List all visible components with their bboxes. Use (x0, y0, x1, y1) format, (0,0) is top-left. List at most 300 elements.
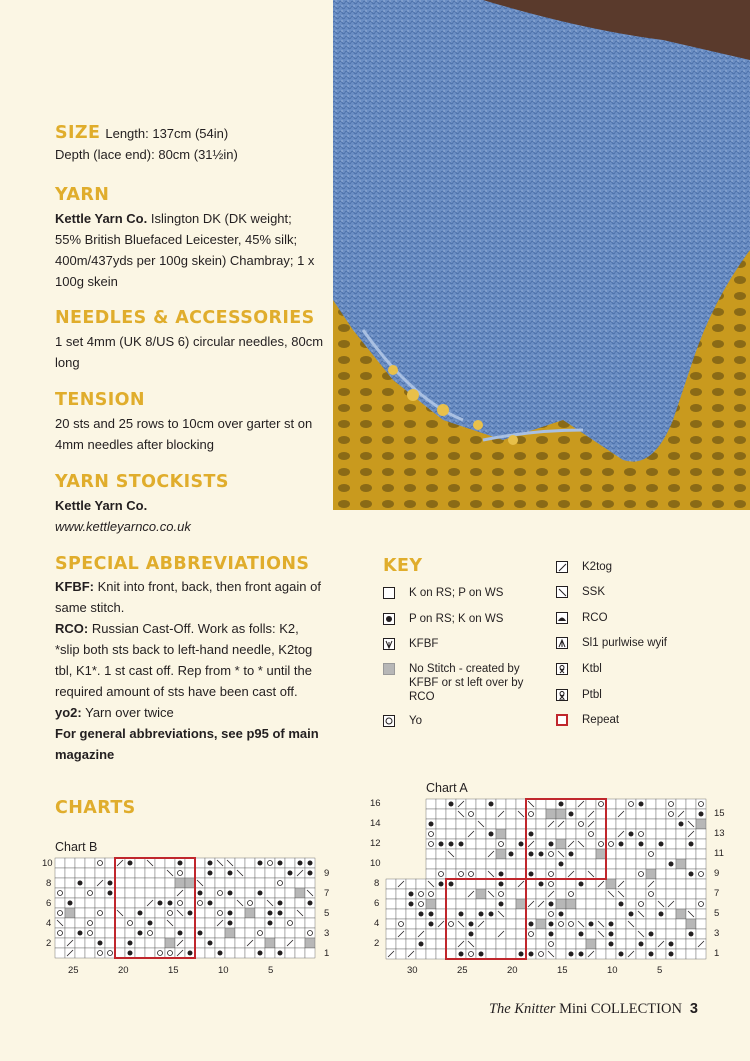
chart-cell (606, 819, 616, 829)
chart-cell (165, 938, 175, 948)
chart-cell (546, 799, 556, 809)
chart-cell (436, 909, 446, 919)
chart-cell (516, 819, 526, 829)
chart-symbol (459, 912, 464, 917)
chart-cell (416, 949, 426, 959)
chart-cell (616, 939, 626, 949)
chart-cell (125, 928, 135, 938)
chart-cell (606, 799, 616, 809)
chart-cell (606, 839, 616, 849)
chart-cell (245, 868, 255, 878)
chart-cell (75, 868, 85, 878)
chart-cell (416, 869, 426, 879)
chart-b-column-number: 10 (218, 965, 229, 976)
chart-symbol (198, 891, 203, 896)
chart-cell (466, 879, 476, 889)
chart-symbol (689, 932, 694, 937)
chart-cell (406, 879, 416, 889)
chart-cell (616, 819, 626, 829)
chart-cell (115, 948, 125, 958)
chart-cell (536, 889, 546, 899)
chart-cell (476, 829, 486, 839)
chart-a-row-number: 16 (370, 798, 381, 809)
chart-cell (396, 819, 406, 829)
chart-symbol (549, 932, 554, 937)
chart-cell (506, 889, 516, 899)
chart-cell (506, 899, 516, 909)
chart-cell (476, 899, 486, 909)
chart-cell (636, 809, 646, 819)
chart-symbol (419, 942, 424, 947)
chart-cell (406, 839, 416, 849)
chart-cell (616, 849, 626, 859)
rco-definition: Russian Cast-Off. Work as folls: K2, *slip both sts back to left-hand needle, K2tog tbl, K1*. 1 st cast off. Rep from * to * until the required amount of sts have been cast off. (55, 621, 313, 699)
chart-symbol (288, 871, 293, 876)
chart-cell (536, 839, 546, 849)
chart-cell (205, 918, 215, 928)
chart-cell (416, 899, 426, 909)
chart-cell (285, 858, 295, 868)
chart-cell (666, 839, 676, 849)
chart-symbol (429, 912, 434, 917)
chart-symbol (308, 901, 313, 906)
chart-cell (576, 859, 586, 869)
chart-cell (55, 938, 65, 948)
chart-a-row-number: 9 (714, 868, 720, 879)
yarn-section (55, 185, 317, 292)
shawl-photo (333, 0, 750, 510)
chart-cell (676, 879, 686, 889)
chart-cell (496, 829, 506, 839)
chart-cell (506, 829, 516, 839)
chart-cell (566, 889, 576, 899)
chart-a-row-number: 3 (714, 928, 720, 939)
chart-cell (195, 898, 205, 908)
chart-symbol (228, 871, 233, 876)
chart-cell (95, 858, 105, 868)
chart-cell (566, 939, 576, 949)
chart-symbol (479, 952, 484, 957)
chart-cell (476, 879, 486, 889)
chart-cell (586, 909, 596, 919)
chart-cell (656, 869, 666, 879)
chart-cell (386, 809, 396, 819)
chart-cell (516, 849, 526, 859)
chart-cell (506, 909, 516, 919)
chart-cell (446, 829, 456, 839)
chart-cell (636, 869, 646, 879)
chart-cell (626, 799, 636, 809)
chart-cell (546, 809, 556, 819)
chart-cell (456, 819, 466, 829)
shawl-image (333, 0, 750, 510)
chart-symbol (489, 912, 494, 917)
chart-cell (55, 888, 65, 898)
chart-cell (646, 819, 656, 829)
needles-text: 1 set 4mm (UK 8/US 6) circular needles, 80cm long (55, 334, 324, 370)
chart-cell (596, 809, 606, 819)
chart-cell (686, 939, 696, 949)
chart-cell (105, 908, 115, 918)
chart-symbol (499, 882, 504, 887)
chart-cell (516, 899, 526, 909)
chart-symbol (669, 862, 674, 867)
chart-cell (486, 939, 496, 949)
chart-cell (305, 908, 315, 918)
chart-cell (255, 908, 265, 918)
chart-a-row-number: 1 (714, 948, 720, 959)
chart-cell (426, 949, 436, 959)
chart-cell (85, 928, 95, 938)
chart-cell (95, 928, 105, 938)
chart-cell (215, 888, 225, 898)
chart-symbol (569, 952, 574, 957)
chart-cell (436, 939, 446, 949)
chart-cell (426, 899, 436, 909)
chart-cell (255, 928, 265, 938)
chart-cell (265, 868, 275, 878)
chart-cell (65, 908, 75, 918)
chart-cell (386, 849, 396, 859)
chart-cell (696, 839, 706, 849)
chart-cell (586, 829, 596, 839)
chart-cell (386, 799, 396, 809)
chart-cell (135, 888, 145, 898)
chart-symbol (649, 952, 654, 957)
chart-cell (295, 918, 305, 928)
chart-cell (155, 888, 165, 898)
chart-cell (646, 919, 656, 929)
chart-cell (596, 799, 606, 809)
chart-symbol (469, 922, 474, 927)
chart-cell (496, 889, 506, 899)
chart-cell (476, 859, 486, 869)
chart-cell (285, 918, 295, 928)
chart-cell (606, 909, 616, 919)
chart-cell (556, 889, 566, 899)
chart-cell (576, 939, 586, 949)
chart-symbol (459, 952, 464, 957)
chart-cell (205, 878, 215, 888)
chart-cell (646, 799, 656, 809)
chart-cell (596, 909, 606, 919)
chart-cell (446, 929, 456, 939)
chart-symbol (198, 931, 203, 936)
chart-symbol (439, 882, 444, 887)
chart-cell (466, 849, 476, 859)
chart-cell (586, 899, 596, 909)
chart-cell (556, 809, 566, 819)
chart-symbol (278, 901, 283, 906)
chart-cell (446, 869, 456, 879)
chart-cell (696, 799, 706, 809)
stockist-name: Kettle Yarn Co. (55, 498, 148, 513)
chart-cell (596, 889, 606, 899)
chart-a-row-number: 7 (714, 888, 720, 899)
chart-cell (295, 898, 305, 908)
chart-cell (195, 938, 205, 948)
chart-cell (516, 939, 526, 949)
chart-a-column-number: 20 (507, 965, 518, 976)
chart-cell (155, 858, 165, 868)
chart-a-title: Chart A (426, 781, 468, 795)
chart-cell (686, 879, 696, 889)
chart-symbol (659, 842, 664, 847)
chart-cell (686, 809, 696, 819)
chart-cell (145, 948, 155, 958)
chart-cell (245, 908, 255, 918)
chart-cell (556, 929, 566, 939)
abbreviations-section (55, 554, 325, 765)
magazine-name: The Knitter (488, 1001, 556, 1017)
chart-cell (476, 869, 486, 879)
chart-cell (175, 898, 185, 908)
chart-cell (476, 939, 486, 949)
chart-cell (396, 859, 406, 869)
size-section (55, 123, 317, 165)
chart-cell (95, 918, 105, 928)
chart-cell (626, 879, 636, 889)
chart-cell (546, 879, 556, 889)
chart-cell (85, 868, 95, 878)
chart-cell (135, 868, 145, 878)
chart-cell (456, 869, 466, 879)
chart-cell (646, 889, 656, 899)
tension-heading: TENSION (55, 390, 145, 410)
chart-cell (626, 809, 636, 819)
chart-cell (466, 859, 476, 869)
chart-cell (75, 918, 85, 928)
chart-cell (165, 928, 175, 938)
chart-cell (436, 809, 446, 819)
chart-cell (215, 878, 225, 888)
chart-cell (135, 948, 145, 958)
chart-cell (586, 939, 596, 949)
chart-cell (416, 879, 426, 889)
chart-cell (656, 849, 666, 859)
chart-cell (275, 888, 285, 898)
chart-cell (476, 889, 486, 899)
chart-cell (396, 939, 406, 949)
chart-symbol (579, 882, 584, 887)
chart-a-row-number: 12 (370, 838, 381, 849)
chart-cell (386, 929, 396, 939)
chart-symbol (629, 912, 634, 917)
chart-symbol (659, 912, 664, 917)
chart-symbol (649, 932, 654, 937)
chart-cell (696, 849, 706, 859)
general-abbreviations-note: For general abbreviations, see p95 of main magazine (55, 726, 319, 762)
chart-cell (285, 878, 295, 888)
chart-symbol (228, 891, 233, 896)
chart-cell (656, 859, 666, 869)
chart-cell (586, 879, 596, 889)
chart-cell (676, 949, 686, 959)
chart-cell (596, 849, 606, 859)
chart-cell (155, 908, 165, 918)
page-number: 3 (689, 1001, 698, 1017)
chart-cell (546, 909, 556, 919)
chart-cell (105, 928, 115, 938)
chart-cell (466, 819, 476, 829)
chart-cell (265, 928, 275, 938)
chart-cell (566, 919, 576, 929)
chart-cell (245, 918, 255, 928)
chart-symbol (629, 832, 634, 837)
yo2-definition: Yarn over twice (85, 705, 174, 720)
chart-cell (536, 919, 546, 929)
chart-symbol (579, 932, 584, 937)
chart-cell (285, 928, 295, 938)
chart-cell (686, 859, 696, 869)
chart-cell (446, 919, 456, 929)
slip-icon (556, 637, 568, 649)
chart-cell (506, 929, 516, 939)
chart-cell (486, 879, 496, 889)
chart-cell (566, 929, 576, 939)
stockist-url[interactable]: www.kettleyarnco.co.uk (55, 519, 191, 534)
chart-cell (626, 929, 636, 939)
chart-cell (506, 819, 516, 829)
chart-cell (596, 859, 606, 869)
chart-cell (526, 939, 536, 949)
chart-cell (245, 898, 255, 908)
chart-a-grid (386, 799, 709, 959)
chart-cell (686, 919, 696, 929)
chart-symbol (278, 861, 283, 866)
chart-cell (586, 859, 596, 869)
chart-cell (386, 859, 396, 869)
chart-b-row-number: 10 (42, 858, 53, 869)
chart-symbol (579, 952, 584, 957)
chart-cell (95, 868, 105, 878)
chart-cell (686, 949, 696, 959)
chart-cell (546, 849, 556, 859)
chart-cell (656, 879, 666, 889)
chart-cell (536, 869, 546, 879)
chart-cell (105, 868, 115, 878)
chart-cell (125, 868, 135, 878)
chart-symbol (569, 852, 574, 857)
chart-cell (155, 918, 165, 928)
chart-cell (626, 899, 636, 909)
chart-symbol (689, 842, 694, 847)
chart-symbol (549, 922, 554, 927)
chart-symbol (188, 911, 193, 916)
chart-cell (426, 859, 436, 869)
chart-cell (676, 829, 686, 839)
chart-symbol (148, 921, 153, 926)
chart-cell (526, 859, 536, 869)
chart-cell (265, 938, 275, 948)
chart-cell (185, 888, 195, 898)
chart-cell (696, 929, 706, 939)
chart-cell (526, 819, 536, 829)
chart-cell (446, 909, 456, 919)
chart-cell (426, 799, 436, 809)
chart-cell (65, 868, 75, 878)
chart-cell (666, 829, 676, 839)
chart-cell (235, 918, 245, 928)
chart-symbol (409, 892, 414, 897)
chart-cell (85, 878, 95, 888)
chart-cell (606, 809, 616, 819)
chart-cell (656, 809, 666, 819)
chart-cell (406, 829, 416, 839)
chart-cell (255, 938, 265, 948)
chart-cell (85, 858, 95, 868)
chart-cell (686, 889, 696, 899)
chart-cell (496, 859, 506, 869)
rco-icon (556, 612, 568, 624)
chart-cell (275, 938, 285, 948)
chart-symbol (188, 951, 193, 956)
chart-a-row-number: 8 (374, 878, 380, 889)
chart-cell (596, 819, 606, 829)
chart-symbol (529, 832, 534, 837)
chart-cell (75, 938, 85, 948)
chart-cell (416, 849, 426, 859)
chart-cell (496, 799, 506, 809)
chart-cell (235, 928, 245, 938)
chart-cell (516, 869, 526, 879)
chart-cell (666, 869, 676, 879)
chart-cell (576, 829, 586, 839)
stockists-heading: YARN STOCKISTS (55, 472, 229, 492)
chart-cell (496, 919, 506, 929)
chart-cell (235, 888, 245, 898)
chart-cell (436, 849, 446, 859)
chart-cell (436, 829, 446, 839)
chart-symbol (128, 951, 133, 956)
chart-cell (636, 899, 646, 909)
chart-cell (135, 878, 145, 888)
chart-cell (55, 868, 65, 878)
chart-cell (295, 878, 305, 888)
chart-a-row-number: 14 (370, 818, 381, 829)
chart-cell (396, 899, 406, 909)
chart-cell (646, 829, 656, 839)
chart-cell (556, 839, 566, 849)
chart-cell (696, 869, 706, 879)
chart-cell (396, 849, 406, 859)
chart-symbol (429, 822, 434, 827)
chart-cell (676, 869, 686, 879)
chart-cell (466, 809, 476, 819)
chart-cell (105, 858, 115, 868)
chart-cell (496, 949, 506, 959)
chart-cell (666, 889, 676, 899)
chart-cell (265, 858, 275, 868)
chart-cell (416, 859, 426, 869)
chart-cell (506, 839, 516, 849)
chart-cell (666, 819, 676, 829)
chart-cell (426, 929, 436, 939)
repeat-box-icon (556, 714, 568, 726)
chart-a-column-number: 25 (457, 965, 468, 976)
chart-cell (506, 869, 516, 879)
chart-cell (666, 909, 676, 919)
chart-symbol (128, 861, 133, 866)
chart-symbol (78, 931, 83, 936)
chart-symbol (409, 902, 414, 907)
chart-cell (255, 878, 265, 888)
chart-cell (65, 878, 75, 888)
chart-cell (416, 809, 426, 819)
ssk-icon (556, 586, 568, 598)
chart-cell (616, 859, 626, 869)
chart-cell (175, 868, 185, 878)
